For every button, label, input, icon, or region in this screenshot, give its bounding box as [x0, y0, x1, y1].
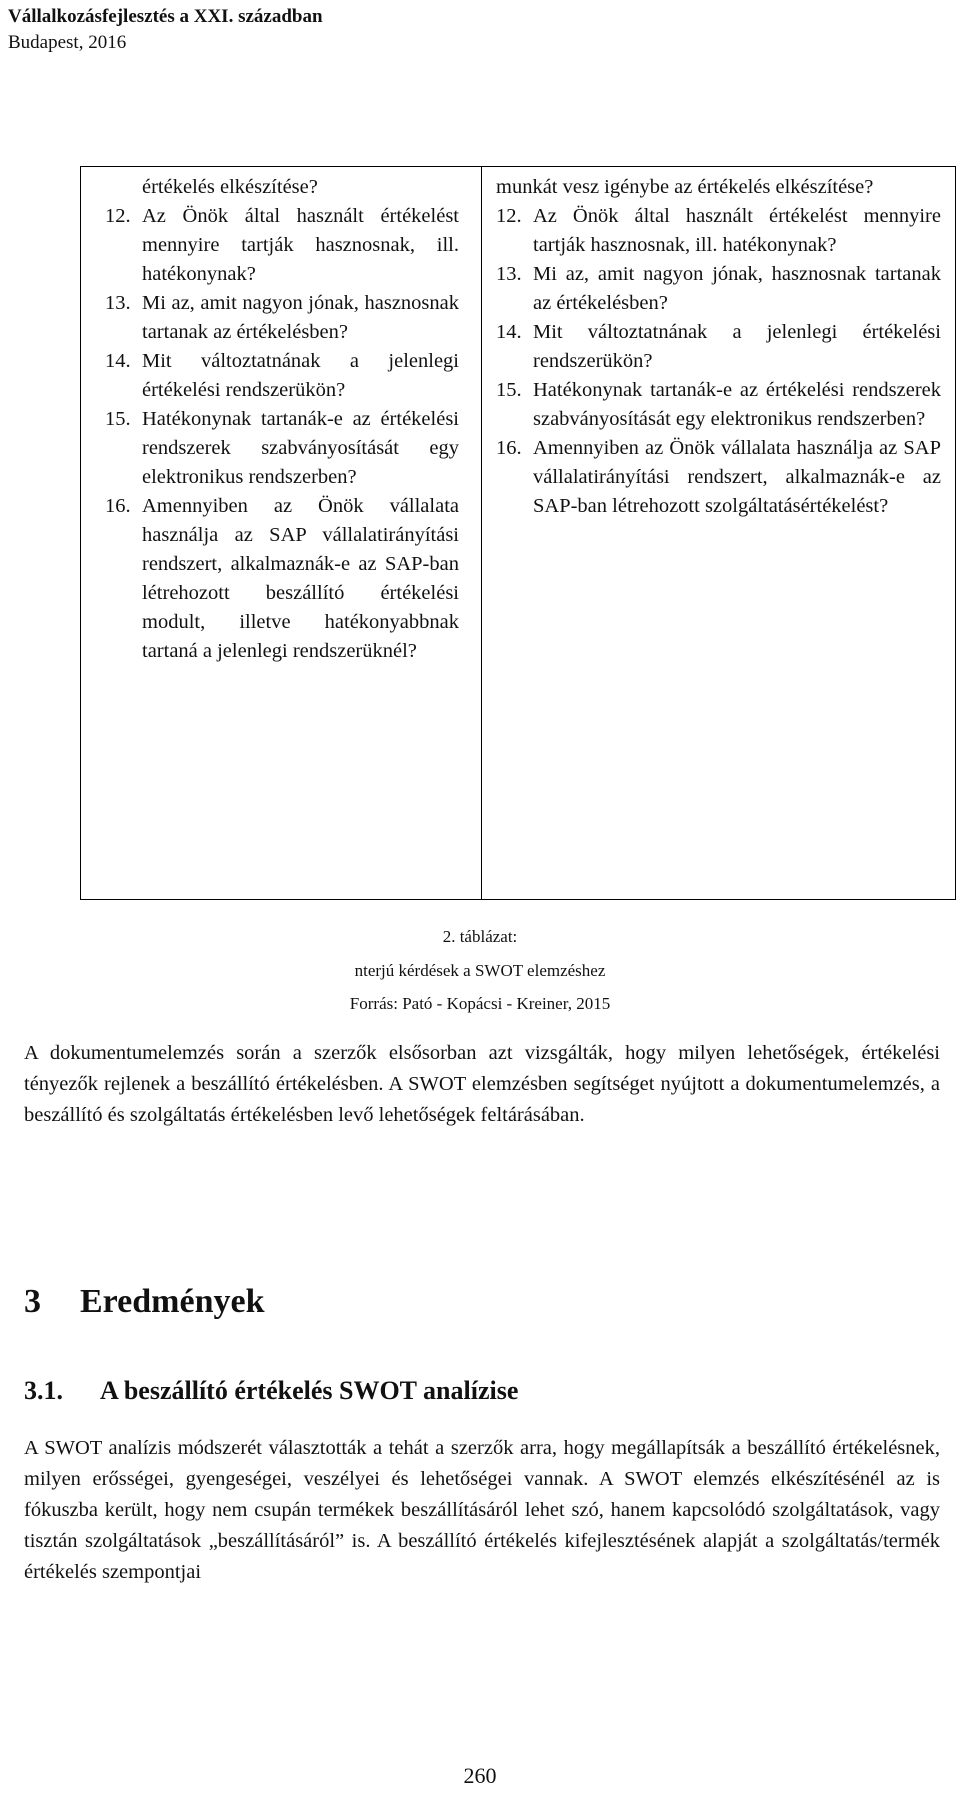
- section-heading: [24, 1283, 264, 1321]
- table-column-left: [81, 167, 482, 899]
- table-caption-source: Forrás: Pató - Kopácsi - Kreiner, 2015: [349, 994, 611, 1013]
- question-text: Mit változtatnának a jelenlegi értékelési rendszerükön?: [533, 321, 941, 372]
- question-number: 14.: [105, 350, 131, 372]
- question-number: 13.: [496, 263, 522, 285]
- question-number: 12.: [496, 205, 522, 227]
- section-title: Eredmények: [80, 1283, 265, 1320]
- subsection-title: A beszállító értékelés SWOT analízise: [100, 1376, 519, 1405]
- question-item: [496, 376, 941, 434]
- question-number: 14.: [496, 321, 522, 343]
- question-number: 12.: [105, 205, 131, 227]
- question-number: 15.: [105, 408, 131, 430]
- question-text: Mit változtatnának a jelenlegi értékelési rendszerükön?: [142, 350, 459, 401]
- table-column-right: [482, 167, 955, 899]
- header-title: Vállalkozásfejlesztés a XXI. században: [8, 6, 323, 27]
- question-number: 16.: [496, 437, 522, 459]
- question-number: 15.: [496, 379, 522, 401]
- question-text: Mi az, amit nagyon jónak, hasznosnak tartanak az értékelésben?: [533, 263, 941, 314]
- question-text: Hatékonynak tartanák-e az értékelési rendszerek szabványosítását egy elektronikus rendszerben?: [533, 379, 941, 430]
- question-number: 16.: [105, 495, 131, 517]
- body-paragraph: A SWOT analízis módszerét választották a tehát a szerzők arra, hogy megállapítsák a beszállító értékelésnek, milyen erősségei, gyengeségei, veszélyei és lehetőségei vannak. A SWOT elemzés elkészítésénél az is fókuszba került, hogy nem csupán termékek beszállításáról lehet szó, hanem kapcsolódó szolgáltatások, vagy tisztán szolgáltatások „beszállításáról” is. A beszállító értékelés kifejlesztésének alapját a szolgáltatás/termék értékelés szempontjai: [24, 1437, 940, 1583]
- question-text: Amennyiben az Önök vállalata használja az SAP vállalatirányítási rendszert, alkalmaznák-e az SAP-ban létrehozott beszállító értékelési modult, illetve hatékonyabbnak tartaná a jelenlegi rendszerüknél?: [142, 495, 459, 662]
- question-number: 13.: [105, 292, 131, 314]
- question-text: Hatékonynak tartanák-e az értékelési rendszerek szabványosítását egy elektronikus rendszerben?: [142, 408, 459, 488]
- subsection-number: 3.1.: [24, 1376, 63, 1405]
- question-item: [105, 202, 459, 289]
- question-text: Az Önök által használt értékelést mennyire tartják hasznosnak, ill. hatékonynak?: [142, 205, 459, 285]
- question-item: [496, 318, 941, 376]
- subsection-heading: [24, 1376, 518, 1406]
- table-cell-lead: munkát vesz igénybe az értékelés elkészítése?: [496, 176, 874, 198]
- question-item: [105, 405, 459, 492]
- table-caption-title: nterjú kérdések a SWOT elemzéshez: [354, 961, 606, 980]
- table-caption-label: 2. táblázat:: [442, 927, 518, 946]
- question-text: Mi az, amit nagyon jónak, hasznosnak tartanak az értékelésben?: [142, 292, 459, 343]
- question-text: Amennyiben az Önök vállalata használja az SAP vállalatirányítási rendszert, alkalmaznák-e az SAP-ban létrehozott szolgáltatásértékelést?: [533, 437, 941, 517]
- question-item: [496, 202, 941, 260]
- running-header: [8, 4, 323, 56]
- question-item: [105, 492, 459, 666]
- question-text: Az Önök által használt értékelést mennyire tartják hasznosnak, ill. hatékonynak?: [533, 205, 941, 256]
- section-number: 3: [24, 1283, 41, 1320]
- question-item: [496, 260, 941, 318]
- body-paragraph: A dokumentumelemzés során a szerzők elsősorban azt vizsgálták, hogy milyen lehetőségek, értékelési tényezők rejlenek a beszállító értékelésben. A SWOT elemzésben segítséget nyújtott a dokumentumelemzés, a beszállító és szolgáltatás értékelésben levő lehetőségek feltárásában.: [24, 1042, 940, 1126]
- interview-questions-table: [80, 166, 956, 900]
- table-cell-lead: értékelés elkészítése?: [142, 176, 318, 198]
- question-item: [105, 347, 459, 405]
- question-item: [496, 434, 941, 521]
- question-item: [105, 289, 459, 347]
- header-subtitle: Budapest, 2016: [8, 32, 127, 53]
- page-number: 260: [463, 1763, 497, 1788]
